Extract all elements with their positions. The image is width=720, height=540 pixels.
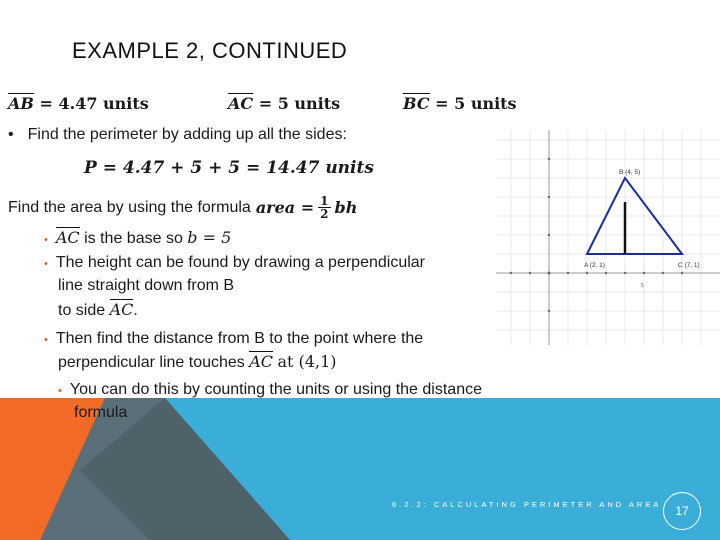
page-number-badge: 17 [663, 492, 701, 530]
segment-bc-label: BC [403, 94, 430, 113]
counting-bullet [58, 381, 482, 399]
segment-ac-inline: AC [55, 228, 80, 247]
side-ab [8, 94, 149, 113]
base-equation: b = 5 [187, 228, 232, 247]
bullet-icon: • [44, 334, 48, 346]
bullet-icon: • [58, 385, 62, 397]
label-point-b: B (4, 5) [619, 169, 641, 176]
perimeter-equation: P = 4.47 + 5 + 5 = 14.47 units [84, 158, 374, 178]
label-point-a: A (2, 1) [584, 262, 605, 269]
area-formula-rhs: bh [334, 198, 358, 217]
base-bullet [44, 228, 231, 248]
fraction-denominator: 2 [320, 207, 329, 221]
counting-line-2: formula [74, 404, 128, 421]
point-text: at (4,1) [277, 352, 337, 371]
height-text-1: The height can be found by drawing a perpendicular [55, 254, 425, 271]
height-line-2: line straight down from B [58, 277, 235, 294]
area-intro-text: Find the area by using the formula [8, 198, 251, 216]
height-text-3: to side [58, 302, 106, 319]
bullet-icon: • [8, 126, 14, 143]
segment-ac-inline: AC [109, 300, 134, 319]
slide-footer: 6.2.2: CALCULATING PERIMETER AND AREA [392, 500, 662, 509]
bullet-icon: • [44, 234, 48, 246]
fraction [318, 195, 330, 220]
segment-ac-inline: AC [249, 352, 274, 371]
side-bc [403, 94, 517, 113]
counting-text-1: You can do this by counting the units or using the distance [69, 381, 482, 398]
area-intro [8, 195, 357, 220]
axis-tick-label: 5 [641, 283, 644, 289]
label-point-c: C (7, 1) [678, 262, 700, 269]
side-ac [228, 94, 340, 113]
distance-line-2 [58, 352, 336, 372]
segment-ac-value: = 5 units [258, 94, 341, 113]
coordinate-graph [496, 130, 720, 345]
perimeter-intro-text: Find the perimeter by adding up all the sides: [27, 126, 347, 143]
height-bullet [44, 254, 425, 272]
distance-bullet [44, 330, 423, 348]
bullet-icon: • [44, 258, 48, 270]
segment-ab-label: AB [8, 94, 34, 113]
area-formula-lhs: area = [255, 198, 315, 217]
base-text: is the base so [84, 230, 183, 247]
slide-title: EXAMPLE 2, CONTINUED [72, 38, 348, 63]
height-line-3 [58, 300, 138, 320]
segment-ac-label: AC [228, 94, 254, 113]
period: . [133, 302, 138, 319]
segment-ab-value: = 4.47 units [39, 94, 149, 113]
fraction-numerator: 1 [320, 194, 329, 208]
perimeter-intro [8, 126, 347, 144]
distance-text-2: perpendicular line touches [58, 354, 245, 371]
segment-bc-value: = 5 units [435, 94, 517, 113]
distance-text-1: Then find the distance from B to the point where the [55, 330, 424, 347]
